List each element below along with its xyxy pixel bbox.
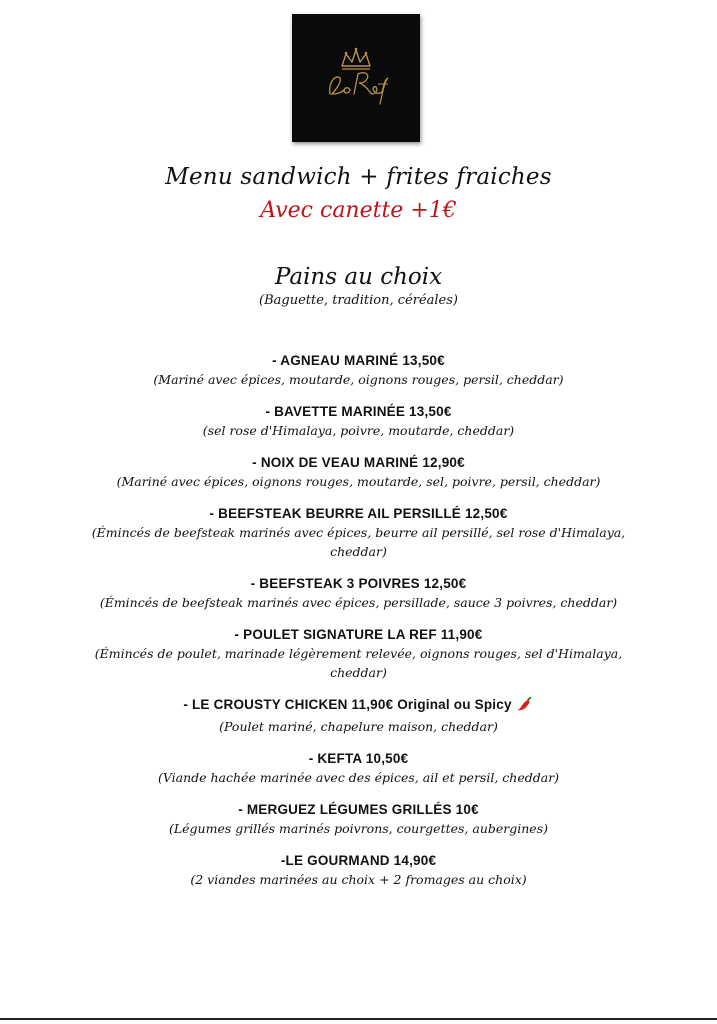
menu-item-description: (Émincés de poulet, marinade légèrement relevée, oignons rouges, sel d'Himalaya, cheddar) [94,646,623,680]
menu-items-list [0,352,717,903]
menu-item-name: - AGNEAU MARINÉ 13,50€ [272,353,445,368]
page-bottom-divider [0,1018,717,1020]
menu-item-description: (2 viandes marinées au choix + 2 fromages au choix) [190,872,527,887]
menu-item-description: (Émincés de beefsteak marinés avec épices, persillade, sauce 3 poivres, cheddar) [99,595,618,610]
menu-item-name: - BEEFSTEAK BEURRE AIL PERSILLÉ 12,50€ [209,506,508,521]
menu-title: Menu sandwich + frites fraiches [165,164,552,190]
drink-supplement-note: Avec canette +1€ [260,198,457,223]
menu-item-gourmand [0,852,717,889]
menu-item-name: - MERGUEZ LÉGUMES GRILLÉS 10€ [238,802,479,817]
bread-choice-title: Pains au choix [274,264,443,290]
menu-item-description: (Émincés de beefsteak marinés avec épices, beurre ail persillé, sel rose d'Himalaya, cheddar) [91,525,626,559]
crown-logo-icon [292,14,420,142]
menu-item-kefta [0,750,717,787]
menu-item-poulet-signature [0,626,717,682]
chili-pepper-icon [516,696,534,717]
menu-item-name: - POULET SIGNATURE LA REF 11,90€ [234,627,483,642]
menu-item-name: - KEFTA 10,50€ [308,751,409,766]
menu-item-agneau [0,352,717,389]
menu-item-beefsteak-poivres [0,575,717,612]
menu-item-name: - LE CROUSTY CHICKEN 11,90€ Original ou Spicy [183,697,512,712]
menu-item-description: (Mariné avec épices, oignons rouges, moutarde, sel, poivre, persil, cheddar) [116,474,601,489]
restaurant-logo [292,14,420,142]
menu-item-description: (Mariné avec épices, moutarde, oignons rouges, persil, cheddar) [153,372,564,387]
menu-item-merguez [0,801,717,838]
menu-item-name: - BEEFSTEAK 3 POIVRES 12,50€ [250,576,467,591]
menu-item-description: (Viande hachée marinée avec des épices, ail et persil, cheddar) [157,770,560,785]
menu-item-name: -LE GOURMAND 14,90€ [280,853,437,868]
menu-item-description: (sel rose d'Himalaya, poivre, moutarde, cheddar) [202,423,515,438]
bread-options: (Baguette, tradition, céréales) [259,293,458,308]
menu-item-description: (Légumes grillés marinés poivrons, courgettes, aubergines) [168,821,548,836]
menu-item-name-row [0,696,717,717]
menu-item-name: - BAVETTE MARINÉE 13,50€ [265,404,452,419]
menu-item-description: (Poulet mariné, chapelure maison, cheddar) [219,719,498,734]
menu-item-crousty-chicken [0,696,717,736]
menu-item-bavette [0,403,717,440]
menu-item-beefsteak-ail [0,505,717,561]
menu-item-noix-de-veau [0,454,717,491]
menu-item-name: - NOIX DE VEAU MARINÉ 12,90€ [252,455,465,470]
